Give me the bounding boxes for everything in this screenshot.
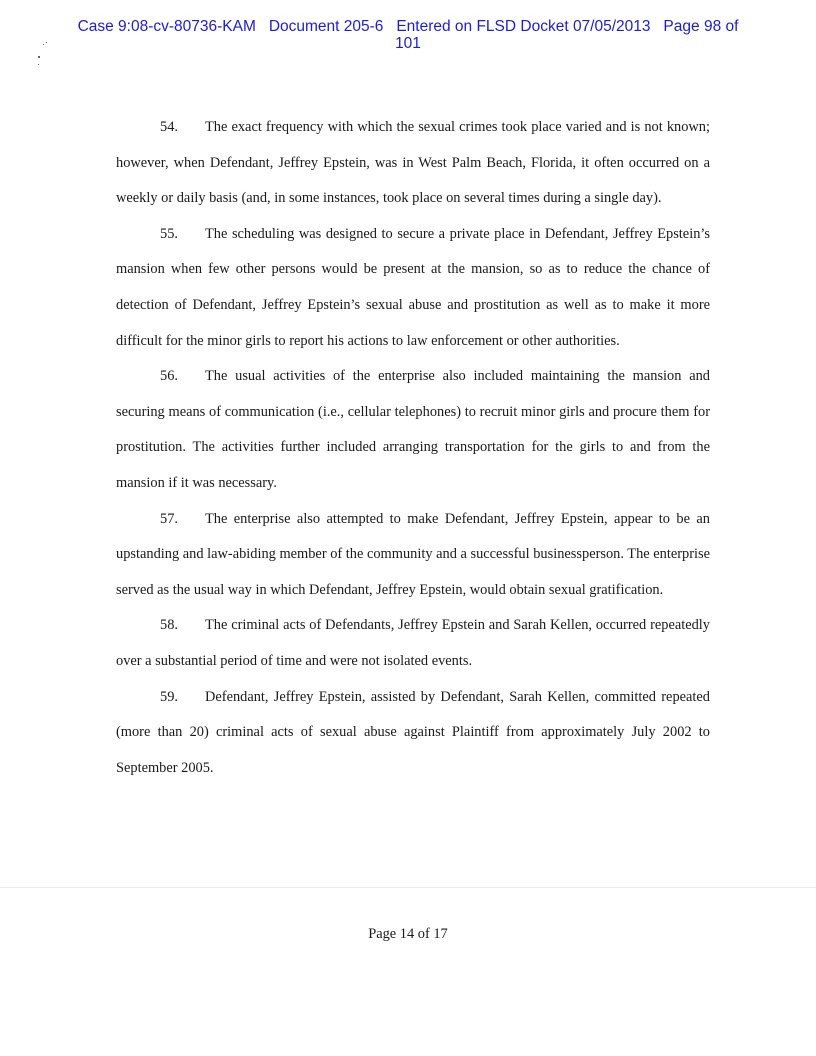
paragraph-text: The usual activities of the enterprise also included maintaining the mansion and securing means of communication (i.e., cellular telephones) to recruit minor girls and procure them for prostitution. The activities further included arranging transportation for the girls to and from the mansion if it was necessary.: [116, 368, 710, 491]
paragraph-59: [116, 680, 710, 787]
paragraph-57: [116, 502, 710, 609]
page-number: Page 14 of 17: [368, 926, 448, 942]
paragraph-54: [116, 110, 710, 217]
paragraph-text: Defendant, Jeffrey Epstein, assisted by Defendant, Sarah Kellen, committed repeated (more than 20) criminal acts of sexual abuse against Plaintiff from approximately July 2002 to September 2005.: [116, 688, 710, 776]
page-footer: [0, 926, 816, 943]
docket-header-stamp: [40, 18, 776, 52]
paragraph-58: [116, 608, 710, 679]
scan-specks: [37, 40, 49, 70]
paragraph-number: 56.: [160, 368, 178, 385]
paragraph-number: 57.: [160, 510, 178, 527]
paragraph-55: [116, 217, 710, 359]
paragraph-number: 55.: [160, 225, 178, 242]
paragraph-56: [116, 359, 710, 501]
docket-header-line-2: 101: [395, 35, 421, 52]
scan-edge-line: [0, 887, 816, 888]
paragraph-number: 54.: [160, 119, 178, 135]
paragraph-number: 59.: [160, 688, 178, 705]
paragraph-text: The enterprise also attempted to make Defendant, Jeffrey Epstein, appear to be an upstanding and law-abiding member of the community and a successful businessperson. The enterprise served as the usual way in which Defendant, Jeffrey Epstein, would obtain sexual gratification.: [116, 510, 710, 598]
paragraph-text: The scheduling was designed to secure a private place in Defendant, Jeffrey Epstein’s mansion when few other persons would be present at the mansion, so as to reduce the chance of detection of Defendant, Jeffrey Epstein’s sexual abuse and prostitution as well as to make it more difficult for the minor girls to report his actions to law enforcement or other authorities.: [116, 225, 710, 349]
paragraph-number: 58.: [160, 617, 178, 634]
paragraph-text: The exact frequency with which the sexual crimes took place varied and is not known; however, when Defendant, Jeffrey Epstein, was in West Palm Beach, Florida, it often occurred on a weekly or daily basis (and, in some instances, took place on several times during a single day).: [116, 119, 710, 207]
paragraph-text: The criminal acts of Defendants, Jeffrey Epstein and Sarah Kellen, occurred repeatedly over a substantial period of time and were not isolated events.: [116, 617, 710, 669]
document-body: [116, 110, 710, 786]
docket-header-line-1: Case 9:08-cv-80736-KAM Document 205-6 Entered on FLSD Docket 07/05/2013 Page 98 of: [77, 18, 739, 35]
